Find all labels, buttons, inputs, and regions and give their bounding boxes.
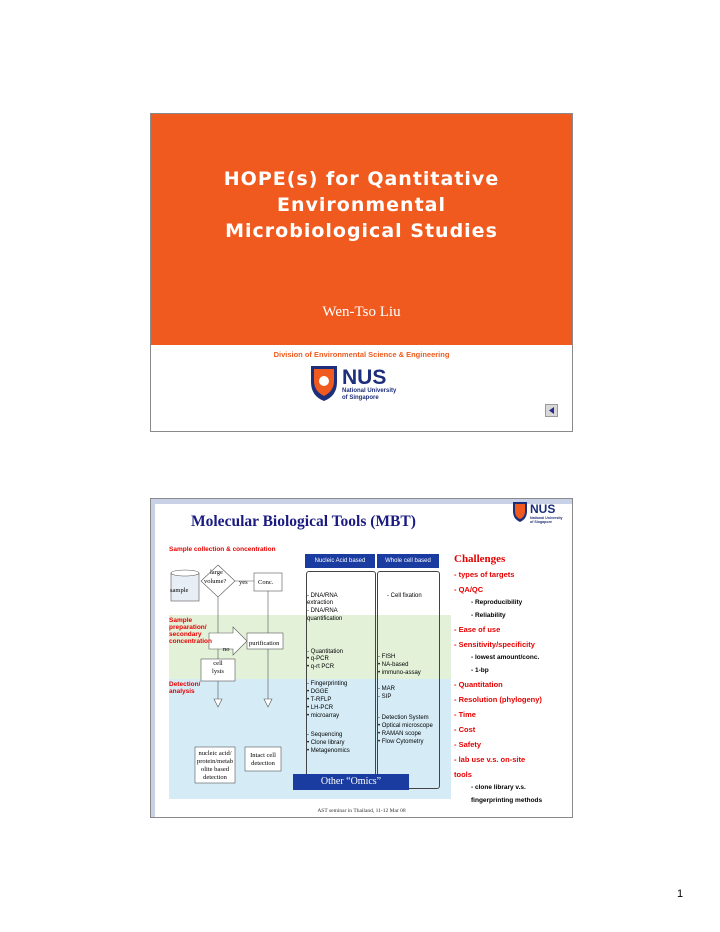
- nus-logo: [512, 501, 570, 529]
- logo-sub1-text: National University: [530, 516, 563, 520]
- stage-detection-label: Detection/ analysis: [169, 681, 201, 695]
- challenge-item: tools: [454, 770, 472, 779]
- challenge-item: - types of targets: [454, 570, 515, 579]
- challenge-item: - Safety: [454, 740, 482, 749]
- purification-box: purification: [249, 640, 280, 647]
- whole-item: • RAMAN scope: [378, 731, 422, 737]
- header-nucleic-acid: Nucleic Acid based: [305, 554, 375, 568]
- slide-title: Molecular Biological Tools (MBT): [191, 513, 416, 530]
- nucleic-line4: detection: [203, 774, 227, 781]
- whole-item: - FISH: [378, 654, 396, 660]
- header-whole-cell: Whole cell based: [377, 554, 439, 568]
- other-omics-box: Other “Omics”: [293, 774, 409, 790]
- whole-item: - Detection System: [378, 715, 429, 721]
- mbt-slide: [150, 498, 573, 818]
- challenge-item: - Reproducibility: [471, 599, 523, 606]
- whole-column: [377, 571, 440, 789]
- whole-item: - MAR: [378, 686, 395, 692]
- triangle-left-icon: [548, 407, 555, 414]
- logo-sub2-text: of Singapore: [530, 520, 552, 524]
- page-number: 1: [677, 888, 684, 900]
- left-bar: [151, 499, 155, 817]
- logo-sub2-text: of Singapore: [342, 395, 379, 401]
- challenge-item: - Resolution (phylogeny): [454, 695, 542, 704]
- lysis-text: lysis: [212, 668, 224, 675]
- nucleic-item: quantification: [307, 616, 343, 622]
- back-nav-button[interactable]: [545, 404, 558, 417]
- nucleic-item: - DNA/RNA: [307, 593, 338, 599]
- cell-lysis-box: [201, 660, 235, 676]
- logo-sub1-text: National University: [342, 388, 397, 394]
- nucleic-item: • T-RFLP: [307, 697, 332, 703]
- nucleic-item: - Quantitation: [307, 649, 344, 655]
- challenge-item: - 1-bp: [471, 667, 489, 674]
- challenge-item: - Sensitivity/specificity: [454, 640, 535, 649]
- challenge-item: - Reliability: [471, 612, 506, 619]
- nucleic-item: • DGGE: [307, 689, 329, 695]
- cell-text: cell: [213, 660, 223, 667]
- no-label: no: [223, 646, 230, 653]
- title-panel: [151, 114, 572, 345]
- nucleic-item: • q-rt PCR: [307, 664, 335, 670]
- author-name: Wen-Tso Liu: [322, 304, 401, 320]
- nucleic-item: • microarray: [307, 713, 340, 719]
- top-bar: [151, 499, 572, 504]
- nucleic-detection-box: [195, 750, 235, 782]
- challenge-item: - lowest amount/conc.: [471, 654, 540, 661]
- sample-label: sample: [170, 587, 189, 594]
- intact-detection-box: [245, 752, 281, 768]
- nucleic-item: • LH-PCR: [307, 705, 334, 711]
- slide-footer: AST seminar in Thailand, 11-12 Mar 08: [317, 808, 406, 814]
- whole-item: - SIP: [378, 694, 392, 700]
- challenges-title: Challenges: [454, 553, 506, 565]
- challenge-item: - clone library v.s.: [471, 784, 526, 791]
- nucleic-item: • Metagenomics: [307, 748, 350, 754]
- division-name: Division of Environmental Science & Engineering: [273, 350, 450, 359]
- whole-item: • Flow Cytometry: [378, 739, 424, 745]
- nus-logo: [309, 364, 419, 402]
- challenge-item: - Time: [454, 710, 476, 719]
- stage-collection-label: Sample collection & concentration: [169, 546, 276, 553]
- challenge-item: - Ease of use: [454, 625, 501, 634]
- intact-line1: Intact cell: [250, 752, 276, 759]
- nucleic-line2: protein/metab: [196, 758, 234, 765]
- stage-preparation-label: Sample preparation/ secondary concentration: [169, 617, 212, 645]
- whole-item: - Cell fixation: [387, 593, 422, 599]
- challenge-item: - QA/QC: [454, 585, 484, 594]
- nucleic-line3: olite based: [201, 766, 229, 773]
- whole-item: • Optical microscope: [378, 723, 433, 729]
- challenge-item: - lab use v.s. on-site: [454, 755, 526, 764]
- nucleic-item: • q-PCR: [307, 656, 329, 662]
- volume-label: volume?: [204, 578, 227, 585]
- logo-nus-text: NUS: [530, 502, 556, 516]
- nucleic-item: - DNA/RNA: [307, 608, 338, 614]
- nucleic-item: • Clone library: [307, 740, 345, 746]
- nucleic-item: - Fingerprinting: [307, 681, 348, 687]
- challenge-item: fingerprinting methods: [471, 797, 543, 804]
- large-label: large: [210, 569, 223, 576]
- challenge-item: - Quantitation: [454, 680, 503, 689]
- intact-line2: detection: [251, 760, 275, 767]
- whole-item: • NA-based: [378, 662, 409, 668]
- challenge-item: - Cost: [454, 725, 476, 734]
- flow-diagram: [169, 551, 309, 801]
- slide-title: HOPE(s) for Qantitative Environmental Microbiological Studies: [223, 168, 500, 242]
- nucleic-line1: nucleic acid/: [198, 750, 232, 757]
- yes-label: yes: [239, 579, 248, 586]
- title-slide: [150, 113, 573, 432]
- nucleic-item: - Sequencing: [307, 732, 343, 738]
- whole-item: • immuno-assay: [378, 670, 421, 676]
- nucleic-item: extraction: [307, 600, 334, 606]
- logo-nus-text: NUS: [342, 366, 387, 389]
- conc-box: Conc.: [258, 579, 274, 586]
